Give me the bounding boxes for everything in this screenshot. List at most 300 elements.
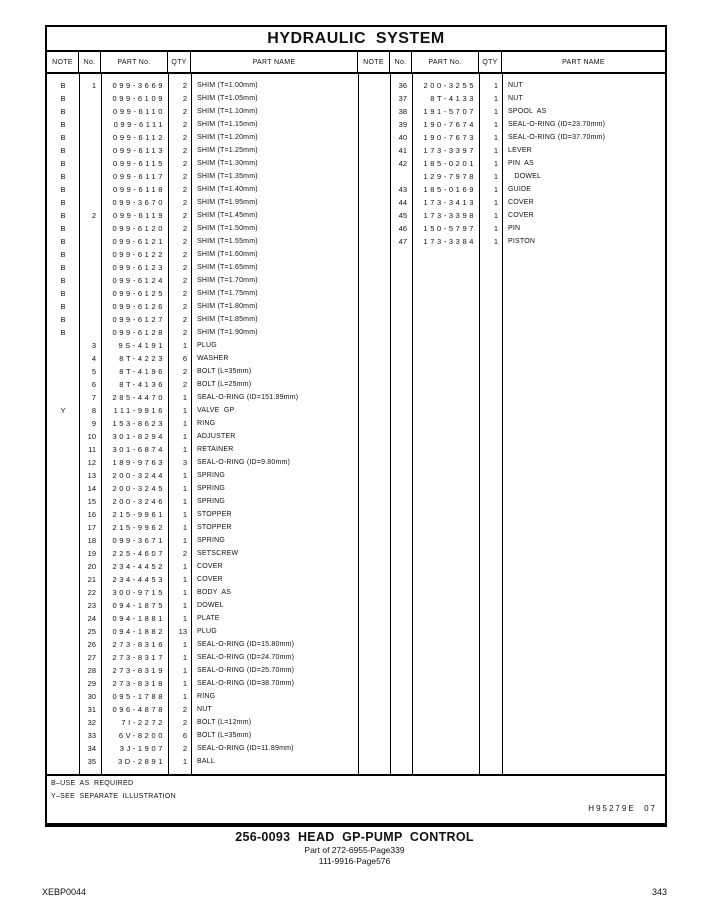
cell-note: [47, 560, 79, 573]
cell-qty: 1: [493, 198, 498, 207]
cell-no: [79, 105, 101, 118]
cell-name: BOLT (L=25mm): [197, 381, 252, 388]
cell-part: 099-3669: [112, 81, 165, 90]
cell-qty: 1: [182, 419, 187, 428]
cell-note: [47, 378, 79, 391]
cell-part: 190-7673: [423, 133, 476, 142]
cell-note: [47, 391, 79, 404]
cell-name: SPRING: [197, 498, 226, 505]
cell-name: SEAL-O-RING (ID=11.89mm): [197, 745, 294, 752]
cell-part: 7I-2272: [121, 718, 165, 727]
cell-name: SPRING: [197, 472, 226, 479]
table-row: [47, 339, 358, 352]
table-row: [47, 248, 358, 261]
cell-part: 173-3413: [423, 198, 476, 207]
cell-note: [47, 729, 79, 742]
cell-qty: 1: [493, 146, 498, 155]
cell-note: [47, 534, 79, 547]
table-row: [358, 131, 665, 144]
cell-note: [47, 755, 79, 768]
cell-no: 46: [398, 224, 407, 233]
cell-no: 8: [91, 406, 96, 415]
table-row: [47, 690, 358, 703]
cell-note: [358, 196, 390, 209]
footnotes-box: [47, 774, 665, 817]
cell-name: SEAL-O-RING (ID=9.80mm): [197, 459, 291, 466]
table-row: [47, 716, 358, 729]
table-row: [47, 443, 358, 456]
table-row: [47, 287, 358, 300]
cell-note: [358, 157, 390, 170]
cell-note: [358, 222, 390, 235]
cell-note: B: [60, 185, 66, 194]
cell-name: PLATE: [197, 615, 220, 622]
cell-qty: 1: [182, 536, 187, 545]
table-row: [358, 157, 665, 170]
cell-name: SHIM (T=1.15mm): [197, 121, 258, 128]
cell-name: BOLT (L=35mm): [197, 368, 252, 375]
table-row: [47, 469, 358, 482]
table-row: [47, 625, 358, 638]
cell-no: [79, 326, 101, 339]
table-row: [47, 183, 358, 196]
cell-note: [47, 742, 79, 755]
cell-qty: 2: [182, 198, 187, 207]
cell-part: 099-6126: [112, 302, 165, 311]
cell-part: 099-6128: [112, 328, 165, 337]
cell-name: SHIM (T=1.55mm): [197, 238, 258, 245]
cell-no: 44: [398, 198, 407, 207]
cell-no: 28: [87, 666, 96, 675]
cell-no: [79, 235, 101, 248]
cell-qty: 1: [182, 523, 187, 532]
cell-name: BALL: [197, 758, 215, 765]
cell-no: 47: [398, 237, 407, 246]
cell-part: 173-3384: [423, 237, 476, 246]
cell-part: 200-3245: [112, 484, 165, 493]
cell-qty: 1: [493, 94, 498, 103]
cell-name: DOWEL: [508, 173, 542, 180]
cell-part: 185-0169: [423, 185, 476, 194]
cell-note: [47, 651, 79, 664]
cell-note: [358, 235, 390, 248]
table-row: [47, 482, 358, 495]
cell-note: [47, 638, 79, 651]
cell-name: RING: [197, 693, 216, 700]
cell-no: 37: [398, 94, 407, 103]
cell-qty: 1: [493, 237, 498, 246]
cell-no: 1: [91, 81, 96, 90]
cell-no: 6: [91, 380, 96, 389]
cell-part: 099-6121: [112, 237, 165, 246]
header-note-right: NOTE: [358, 52, 390, 72]
cell-no: 26: [87, 640, 96, 649]
table-row: [47, 612, 358, 625]
cell-note: [47, 430, 79, 443]
table-row: [47, 755, 358, 768]
table-row: [358, 118, 665, 131]
cell-no: 5: [91, 367, 96, 376]
cell-part: 099-6120: [112, 224, 165, 233]
cell-qty: 1: [493, 211, 498, 220]
cell-note: B: [60, 289, 66, 298]
cell-no: 29: [87, 679, 96, 688]
cell-name: SETSCREW: [197, 550, 239, 557]
footnote-b: B–USE AS REQUIRED: [51, 780, 134, 787]
cell-no: 17: [87, 523, 96, 532]
cell-name: SHIM (T=1.45mm): [197, 212, 258, 219]
cell-note: B: [60, 133, 66, 142]
cell-part: 285-4470: [112, 393, 165, 402]
cell-name: BOLT (L=12mm): [197, 719, 252, 726]
cell-note: [358, 105, 390, 118]
table-row: [47, 79, 358, 92]
cell-no: 24: [87, 614, 96, 623]
cell-qty: 2: [182, 133, 187, 142]
cell-part: 273-8319: [112, 666, 165, 675]
cell-qty: 1: [182, 666, 187, 675]
cell-part: 099-6112: [113, 133, 165, 142]
cell-part: 094-1875: [112, 601, 165, 610]
cell-no: 42: [398, 159, 407, 168]
assembly-title: 256-0093 HEAD GP-PUMP CONTROL: [235, 830, 474, 844]
cell-part: 094-1882: [112, 627, 165, 636]
cell-note: [358, 131, 390, 144]
cell-part: 185-0201: [423, 159, 476, 168]
cell-qty: 1: [182, 679, 187, 688]
cell-qty: 1: [493, 172, 498, 181]
cell-qty: 2: [182, 94, 187, 103]
header-qty-left: QTY: [168, 52, 191, 72]
cell-qty: 2: [182, 146, 187, 155]
cell-note: [358, 144, 390, 157]
table-row: [47, 547, 358, 560]
document-code: H95279E 07: [588, 804, 657, 813]
cell-no: 21: [87, 575, 96, 584]
table-row: [47, 118, 358, 131]
cell-part: 094-1881: [112, 614, 165, 623]
cell-no: [79, 222, 101, 235]
table-row: [358, 196, 665, 209]
cell-part: 095-1788: [112, 692, 165, 701]
table-row: [47, 586, 358, 599]
cell-qty: 1: [182, 497, 187, 506]
cell-name: PLUG: [197, 342, 217, 349]
table-row: [47, 365, 358, 378]
cell-note: [47, 482, 79, 495]
cell-part: 099-6124: [112, 276, 165, 285]
cell-note: [47, 547, 79, 560]
cell-no: [79, 144, 101, 157]
cell-name: SHIM (T=1.00mm): [197, 82, 258, 89]
table-row: [47, 638, 358, 651]
cell-note: [47, 443, 79, 456]
cell-no: [79, 196, 101, 209]
table-row: [47, 651, 358, 664]
cell-name: SHIM (T=1.60mm): [197, 251, 258, 258]
cell-part: 129-7978: [423, 172, 476, 181]
table-row: [47, 235, 358, 248]
cell-note: [47, 599, 79, 612]
cell-part: 153-8623: [112, 419, 165, 428]
cell-qty: 2: [182, 718, 187, 727]
cell-note: [47, 586, 79, 599]
cell-name: PLUG: [197, 628, 217, 635]
cell-qty: 2: [182, 250, 187, 259]
cell-no: 22: [87, 588, 96, 597]
cell-name: SEAL-O-RING (ID=23.70mm): [508, 121, 606, 128]
table-row: [47, 417, 358, 430]
cell-no: 45: [398, 211, 407, 220]
cell-part: 8T-4223: [119, 354, 165, 363]
cell-qty: 1: [182, 692, 187, 701]
cell-name: SHIM (T=1.10mm): [197, 108, 258, 115]
cell-note: [47, 508, 79, 521]
cell-part: 150-5797: [423, 224, 476, 233]
cell-no: 31: [87, 705, 96, 714]
cell-note: [47, 456, 79, 469]
cell-no: 34: [87, 744, 96, 753]
cell-note: [47, 573, 79, 586]
cell-qty: 2: [182, 159, 187, 168]
cell-no: [79, 92, 101, 105]
table-row: [47, 573, 358, 586]
cell-part: 099-6109: [112, 94, 165, 103]
cell-name: LEVER: [508, 147, 532, 154]
cell-qty: 2: [182, 315, 187, 324]
table-title: HYDRAULIC SYSTEM: [47, 27, 665, 52]
cell-qty: 2: [182, 276, 187, 285]
cell-part: 301-8294: [112, 432, 165, 441]
cell-qty: 2: [182, 120, 187, 129]
cell-qty: 1: [182, 653, 187, 662]
cell-note: [47, 352, 79, 365]
cell-note: [47, 495, 79, 508]
cell-note: [47, 339, 79, 352]
cell-qty: 1: [493, 224, 498, 233]
table-row: [47, 534, 358, 547]
table-body: [47, 74, 665, 774]
table-left-half: [47, 79, 358, 768]
header-partno-left: PART No.: [101, 52, 168, 72]
table-row: [47, 742, 358, 755]
cell-part: 099-6115: [113, 159, 165, 168]
cell-note: B: [60, 107, 66, 116]
cell-qty: 1: [182, 445, 187, 454]
cell-qty: 1: [182, 614, 187, 623]
table-row: [47, 209, 358, 222]
cell-note: [47, 417, 79, 430]
table-row: [47, 521, 358, 534]
table-right-half: [358, 79, 665, 248]
table-row: [47, 313, 358, 326]
cell-name: WASHER: [197, 355, 229, 362]
cell-name: SHIM (T=1.90mm): [197, 329, 258, 336]
cell-note: B: [60, 211, 66, 220]
cell-name: BOLT (L=35mm): [197, 732, 252, 739]
table-row: [358, 92, 665, 105]
cell-no: 12: [87, 458, 96, 467]
cell-qty: 2: [182, 263, 187, 272]
cell-note: [47, 677, 79, 690]
table-row: [47, 131, 358, 144]
cell-name: STOPPER: [197, 524, 232, 531]
table-row: [47, 599, 358, 612]
cell-part: 099-6111: [113, 120, 165, 129]
cell-name: RETAINER: [197, 446, 234, 453]
cell-no: 15: [87, 497, 96, 506]
table-row: [358, 79, 665, 92]
cell-qty: 1: [182, 757, 187, 766]
cell-no: 4: [91, 354, 96, 363]
cell-part: 9S-4191: [118, 341, 165, 350]
cell-note: [47, 625, 79, 638]
table-header: [47, 52, 665, 74]
cell-part: 215-9961: [112, 510, 165, 519]
cell-name: SHIM (T=1.50mm): [197, 225, 258, 232]
table-row: [47, 196, 358, 209]
cell-qty: 1: [493, 159, 498, 168]
cell-no: 9: [91, 419, 96, 428]
table-row: [47, 495, 358, 508]
table-row: [47, 300, 358, 313]
cell-note: [358, 183, 390, 196]
cell-qty: 6: [182, 731, 187, 740]
cell-no: 25: [87, 627, 96, 636]
cell-no: 16: [87, 510, 96, 519]
table-row: [47, 703, 358, 716]
cell-no: [79, 274, 101, 287]
cell-part: 099-6113: [113, 146, 165, 155]
table-row: [358, 170, 665, 183]
cell-no: [390, 170, 412, 183]
cell-qty: 2: [182, 224, 187, 233]
cell-note: [358, 209, 390, 222]
cell-no: 35: [87, 757, 96, 766]
cell-part: 3J-1907: [119, 744, 165, 753]
cell-note: B: [60, 237, 66, 246]
cell-qty: 1: [182, 575, 187, 584]
table-row: [47, 729, 358, 742]
table-row: [47, 378, 358, 391]
publication-code: XEBP0044: [42, 887, 87, 897]
cell-name: COVER: [197, 563, 223, 570]
cell-note: B: [60, 263, 66, 272]
table-row: [47, 92, 358, 105]
cell-note: B: [60, 81, 66, 90]
cell-name: SHIM (T=1.95mm): [197, 199, 258, 206]
table-row: [47, 677, 358, 690]
cell-qty: 1: [493, 133, 498, 142]
cell-qty: 2: [182, 211, 187, 220]
cell-part: 099-6127: [112, 315, 165, 324]
cell-note: B: [60, 315, 66, 324]
cell-name: SHIM (T=1.30mm): [197, 160, 258, 167]
cell-qty: 1: [182, 471, 187, 480]
cell-no: 36: [398, 81, 407, 90]
cell-qty: 1: [182, 562, 187, 571]
cell-part: 099-6110: [113, 107, 165, 116]
cell-qty: 1: [493, 120, 498, 129]
cell-name: SHIM (T=1.75mm): [197, 290, 258, 297]
cell-part: 8T-4133: [430, 94, 476, 103]
cell-note: B: [60, 146, 66, 155]
table-row: [358, 235, 665, 248]
cell-qty: 2: [182, 549, 187, 558]
cell-name: DOWEL: [197, 602, 224, 609]
table-row: [358, 222, 665, 235]
cell-name: ADJUSTER: [197, 433, 236, 440]
cell-note: [47, 716, 79, 729]
cell-name: RING: [197, 420, 216, 427]
table-row: [47, 456, 358, 469]
table-row: [47, 430, 358, 443]
cell-part: 099-6118: [113, 185, 165, 194]
cell-name: SHIM (T=1.35mm): [197, 173, 258, 180]
table-row: [47, 391, 358, 404]
cell-no: 30: [87, 692, 96, 701]
cell-note: B: [60, 120, 66, 129]
cell-no: 27: [87, 653, 96, 662]
cell-note: B: [60, 328, 66, 337]
cell-note: B: [60, 224, 66, 233]
cell-part: 111-9916: [113, 406, 165, 415]
cell-name: SHIM (T=1.85mm): [197, 316, 258, 323]
cell-note: [358, 79, 390, 92]
cell-name: COVER: [508, 212, 534, 219]
cell-part: 099-6122: [112, 250, 165, 259]
header-partname-left: PART NAME: [191, 52, 358, 72]
cell-qty: 13: [178, 627, 187, 636]
cell-name: COVER: [508, 199, 534, 206]
cell-name: SEAL-O-RING (ID=37.70mm): [508, 134, 606, 141]
cell-name: PIN: [508, 225, 521, 232]
cell-qty: 1: [182, 484, 187, 493]
cell-name: NUT: [508, 95, 523, 102]
cell-qty: 3: [182, 458, 187, 467]
cell-no: 11: [88, 445, 96, 454]
cell-no: 2: [91, 211, 96, 220]
cell-qty: 1: [182, 640, 187, 649]
table-row: [47, 157, 358, 170]
table-row: [47, 274, 358, 287]
cell-part: 190-7674: [423, 120, 476, 129]
cell-qty: 1: [182, 588, 187, 597]
cell-qty: 2: [182, 380, 187, 389]
header-note-left: NOTE: [47, 52, 79, 72]
cell-part: 200-3246: [112, 497, 165, 506]
cell-name: PIN AS: [508, 160, 534, 167]
cell-no: 20: [87, 562, 96, 571]
table-row: [358, 209, 665, 222]
cell-no: 19: [87, 549, 96, 558]
cell-note: B: [60, 94, 66, 103]
cell-part: 225-4607: [112, 549, 165, 558]
cell-qty: 2: [182, 328, 187, 337]
assembly-reference-1: Part of 272-6955-Page339: [304, 845, 405, 855]
cell-qty: 1: [182, 393, 187, 402]
table-row: [47, 664, 358, 677]
cell-no: 39: [398, 120, 407, 129]
footnote-y: Y–SEE SEPARATE ILLUSTRATION: [51, 793, 177, 800]
cell-name: NUT: [197, 706, 212, 713]
assembly-reference-2: 111-9916-Page576: [318, 856, 391, 866]
cell-name: SHIM (T=1.40mm): [197, 186, 258, 193]
cell-name: BODY AS: [197, 589, 232, 596]
cell-name: SPOOL AS: [508, 108, 547, 115]
cell-qty: 2: [182, 367, 187, 376]
cell-qty: 2: [182, 302, 187, 311]
